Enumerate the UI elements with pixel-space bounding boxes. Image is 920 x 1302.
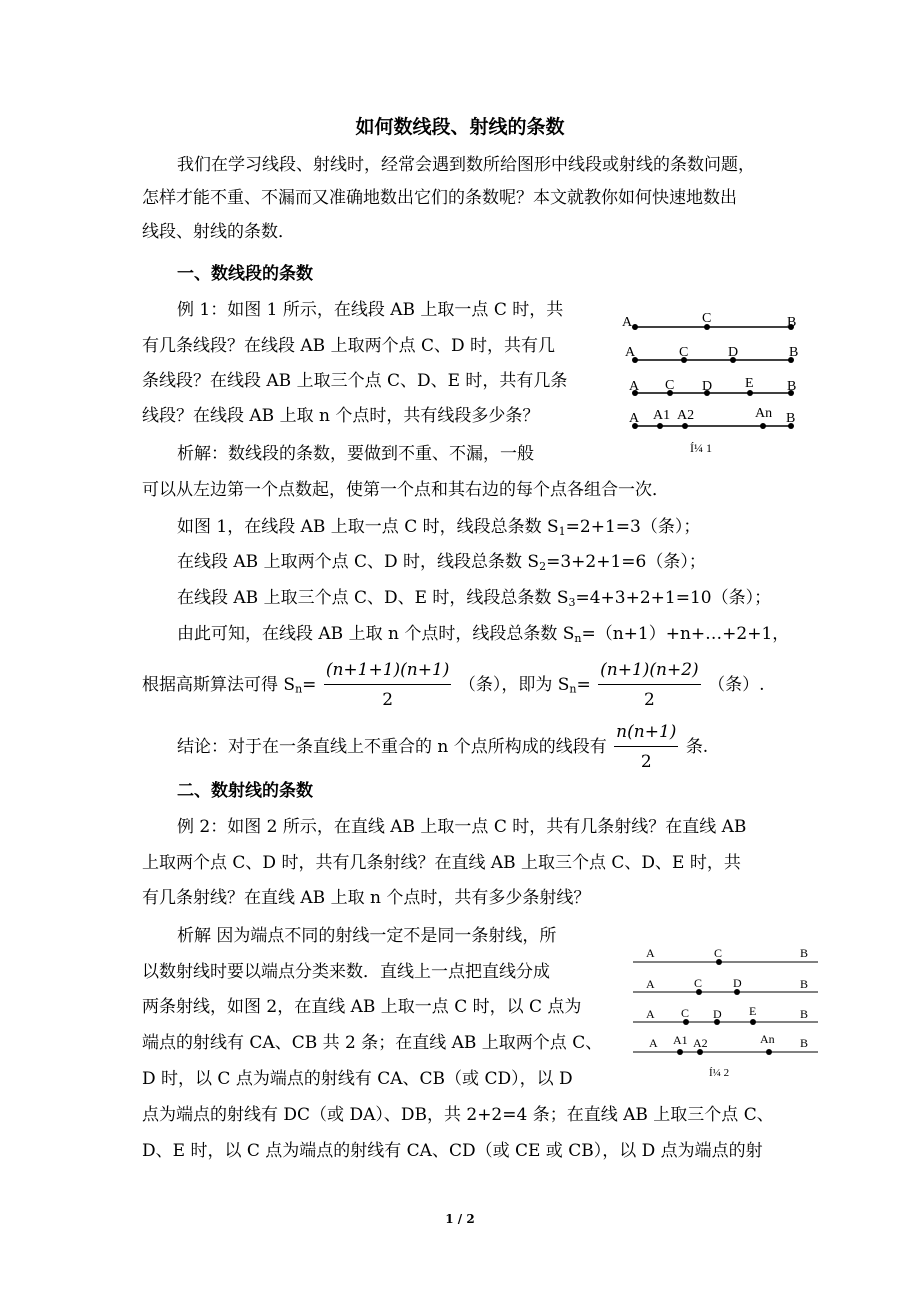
analysis2-line-5: D 时，以 C 点为端点的射线有 CA、CB（或 CD），以 D <box>142 1069 573 1089</box>
example1-line-3: 条线段？在线段 AB 上取三个点 C、D、E 时，共有几条 <box>142 371 568 391</box>
example1-line-4: 线段？在线段 AB 上取 n 个点时，共有线段多少条？ <box>142 406 540 426</box>
fig2-label: C <box>694 976 703 990</box>
figure-1-caption: Í¼ 1 <box>690 441 712 455</box>
fig1-label: C <box>702 311 712 326</box>
fig1-label: An <box>755 406 773 421</box>
analysis2-line-7: D、E 时，以 C 点为端点的射线有 CA、CD（或 CE 或 CB），以 D 点为端点的射 <box>142 1141 763 1161</box>
calc-line-2: 在线段 AB 上取两个点 C、D 时，线段总条数 $S_2=3+2+1=6$（条）； <box>177 552 706 573</box>
figure-2-caption: Í¼ 2 <box>709 1067 730 1079</box>
example2-line-3: 有几条射线？在直线 AB 上取 n 个点时，共有多少条射线？ <box>142 888 591 908</box>
gauss-fraction-1: $\frac{(n+1+1)(n+1)}{2}$ <box>325 660 450 710</box>
fig2-label: C <box>714 946 723 960</box>
point-a-row-1 <box>632 324 638 330</box>
example2-line-2: 上取两个点 C、D 时，共有几条射线？在直线 AB 上取三个点 C、D、E 时，共 <box>142 853 741 873</box>
fig2-label: C <box>681 1006 690 1020</box>
point-a2-row-4 <box>682 423 688 429</box>
point-e-row-3 <box>750 1019 756 1025</box>
fig1-label: A1 <box>653 408 671 423</box>
fig2-label: B <box>800 977 809 991</box>
fig2-label: B <box>800 1036 809 1050</box>
fig1-label: A <box>625 345 636 360</box>
point-a1-row-4 <box>657 423 663 429</box>
example1-line-2: 有几条线段？在线段 AB 上取两个点 C、D 时，共有几 <box>142 336 556 356</box>
conclusion-fraction: $\frac{n(n+1)}{2}$ <box>616 722 677 772</box>
page-title: 如何数线段、射线的条数 <box>355 116 565 138</box>
calc-line-1: 如图 1，在线段 AB 上取一点 C 时，线段总条数 $S_1=2+1=3$（条）； <box>177 517 701 538</box>
intro-line-1: 我们在学习线段、射线时，经常会遇到数所给图形中线段或射线的条数问题， <box>177 155 755 175</box>
analysis2-line-2: 以数射线时要以端点分类来数．直线上一点把直线分成 <box>142 962 550 982</box>
analysis2-line-3: 两条射线，如图 2，在直线 AB 上取一点 C 时，以 C 点为 <box>142 997 582 1017</box>
fig2-label: A <box>646 1007 655 1021</box>
fig2-label: E <box>749 1004 757 1018</box>
fig1-label: B <box>789 345 799 360</box>
analysis1-line-1: 析解：数线段的条数，要做到不重、不漏，一般 <box>177 444 534 464</box>
fig1-label: C <box>665 378 675 393</box>
fig2-label: B <box>800 1007 809 1021</box>
calc-line-4: 由此可知，在线段 AB 上取 n 个点时，线段总条数 $S_n=(n+1)+n+\dots+2+1$， <box>177 624 790 645</box>
analysis2-line-1: 析解 因为端点不同的射线一定不是同一条射线，所 <box>177 926 557 946</box>
fig1-label: A <box>629 379 640 394</box>
analysis2-line-6: 点为端点的射线有 DC（或 DA）、DB，共 2+2=4 条；在直线 AB 上取三个点 C、 <box>142 1105 774 1125</box>
calc-line-3: 在线段 AB 上取三个点 C、D、E 时，线段总条数 $S_3=4+3+2+1=10$（条）； <box>177 588 772 609</box>
fig1-label: A <box>622 315 633 330</box>
example1-line-1: 例 1：如图 1 所示，在线段 AB 上取一点 C 时，共 <box>177 300 564 320</box>
fig1-label: E <box>745 376 754 391</box>
figure-1 <box>615 305 805 460</box>
fig2-label: D <box>733 976 742 990</box>
fig2-label: A <box>646 977 655 991</box>
fig2-label: A1 <box>673 1033 688 1047</box>
section1-heading: 一、数线段的条数 <box>177 264 313 284</box>
fig2-label: A <box>646 946 655 960</box>
fig1-label: A2 <box>677 408 695 423</box>
point-an-row-4 <box>760 423 766 429</box>
intro-line-2: 怎样才能不重、不漏而又准确地数出它们的条数呢？本文就教你如何快速地数出 <box>142 188 737 208</box>
fig2-label: B <box>800 946 809 960</box>
example2-line-1: 例 2：如图 2 所示，在直线 AB 上取一点 C 时，共有几条射线？在直线 AB <box>177 817 747 837</box>
fig1-label: B <box>787 379 797 394</box>
fig1-label: C <box>679 345 689 360</box>
figure-2 <box>625 940 825 1080</box>
point-an-row-4 <box>766 1049 772 1055</box>
fig1-label: A <box>629 411 640 426</box>
analysis1-line-2: 可以从左边第一个点数起，使第一个点和其右边的每个点各组合一次． <box>142 480 669 500</box>
fig2-label: A2 <box>693 1036 708 1050</box>
fig1-label: D <box>702 379 713 394</box>
fig2-label: D <box>713 1007 722 1021</box>
section2-heading: 二、数射线的条数 <box>177 781 313 801</box>
fig2-label: An <box>760 1032 775 1046</box>
analysis2-line-4: 端点的射线有 CA、CB 共 2 条；在直线 AB 上取两个点 C、 <box>142 1033 603 1053</box>
intro-line-3: 线段、射线的条数． <box>142 222 295 242</box>
fig1-label: B <box>786 411 796 426</box>
conclusion-line: 结论：对于在一条直线上不重合的 n 个点所构成的线段有 $\frac{n(n+1)}{2}$ 条. <box>177 722 709 772</box>
gauss-fraction-2: $\frac{(n+1)(n+2)}{2}$ <box>600 660 699 710</box>
gauss-formula-line: 根据高斯算法可得 $S_n=$ $\frac{(n+1+1)(n+1)}{2}$ （条），即为 $S_n=$ $\frac{(n+1)(n+2)}{2}$ （条）. <box>142 660 765 710</box>
fig2-label: A <box>649 1036 658 1050</box>
fig1-label: D <box>728 345 739 360</box>
point-a1-row-4 <box>677 1049 683 1055</box>
page-number: 1 / 2 <box>445 1212 475 1226</box>
fig1-label: B <box>787 315 797 330</box>
